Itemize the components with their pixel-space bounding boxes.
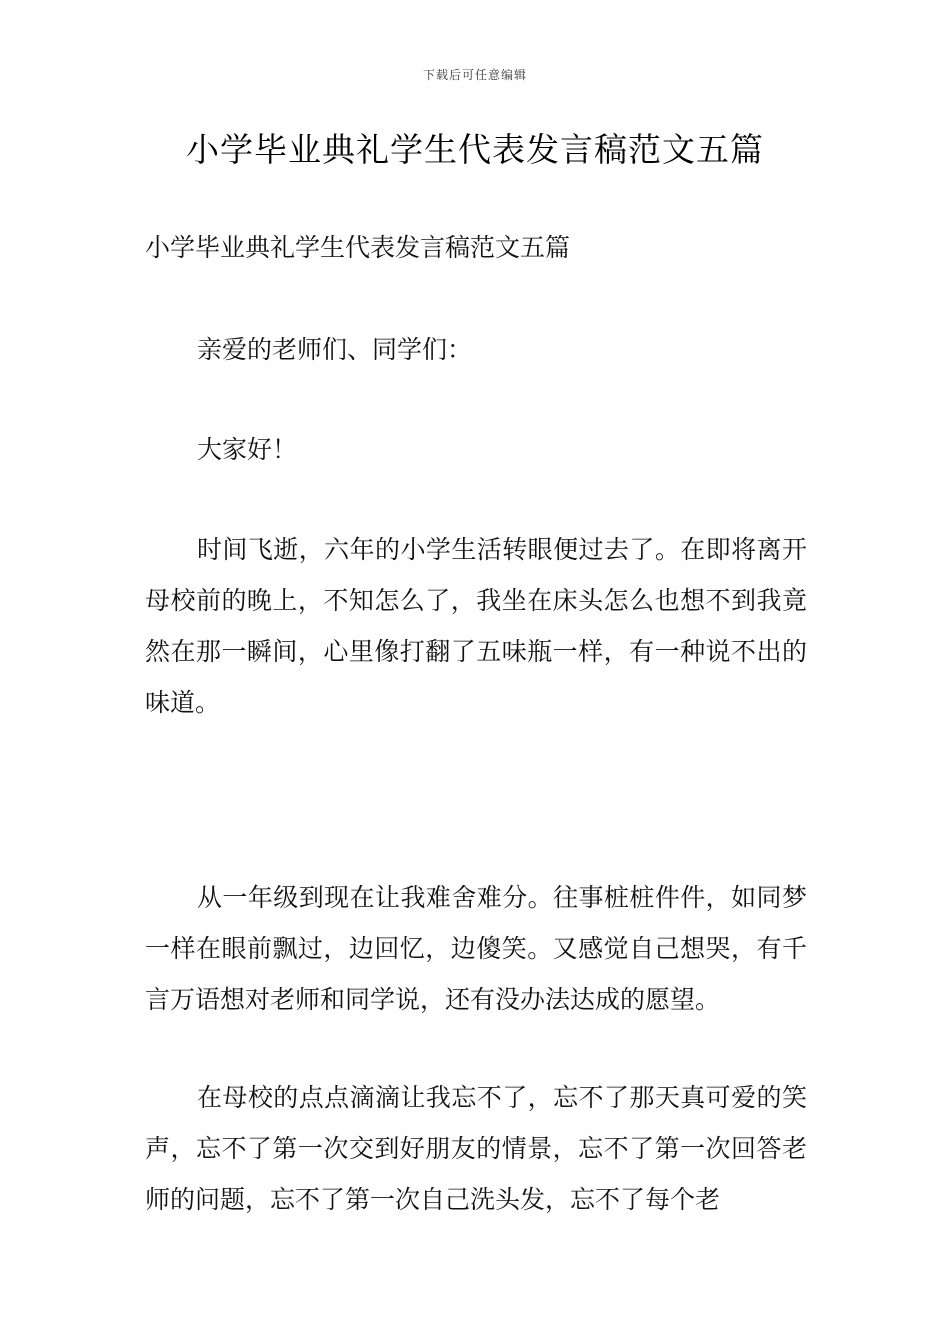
paragraph-1: 时间飞逝，六年的小学生活转眼便过去了。在即将离开母校前的晚上，不知怎么了，我坐在床头怎么也想不到我竟然在那一瞬间，心里像打翻了五味瓶一样，有一种说不出的味道。	[145, 535, 807, 717]
paragraph-2: 从一年级到现在让我难舍难分。往事桩桩件件，如同梦一样在眼前飘过，边回忆，边傻笑。又感觉自己想哭，有千言万语想对老师和同学说，还有没办法达成的愿望。	[145, 883, 807, 1014]
document-subtitle: 小学毕业典礼学生代表发言稿范文五篇	[145, 233, 571, 262]
greeting: 大家好！	[197, 435, 298, 464]
salutation: 亲爱的老师们、同学们：	[197, 335, 473, 364]
document-title: 小学毕业典礼学生代表发言稿范文五篇	[186, 130, 764, 169]
header-note: 下载后可任意编辑	[422, 68, 527, 82]
paragraph-3: 在母校的点点滴滴让我忘不了，忘不了那天真可爱的笑声，忘不了第一次交到好朋友的情景，忘不了第一次回答老师的问题，忘不了第一次自己洗头发，忘不了每个老	[145, 1083, 807, 1214]
